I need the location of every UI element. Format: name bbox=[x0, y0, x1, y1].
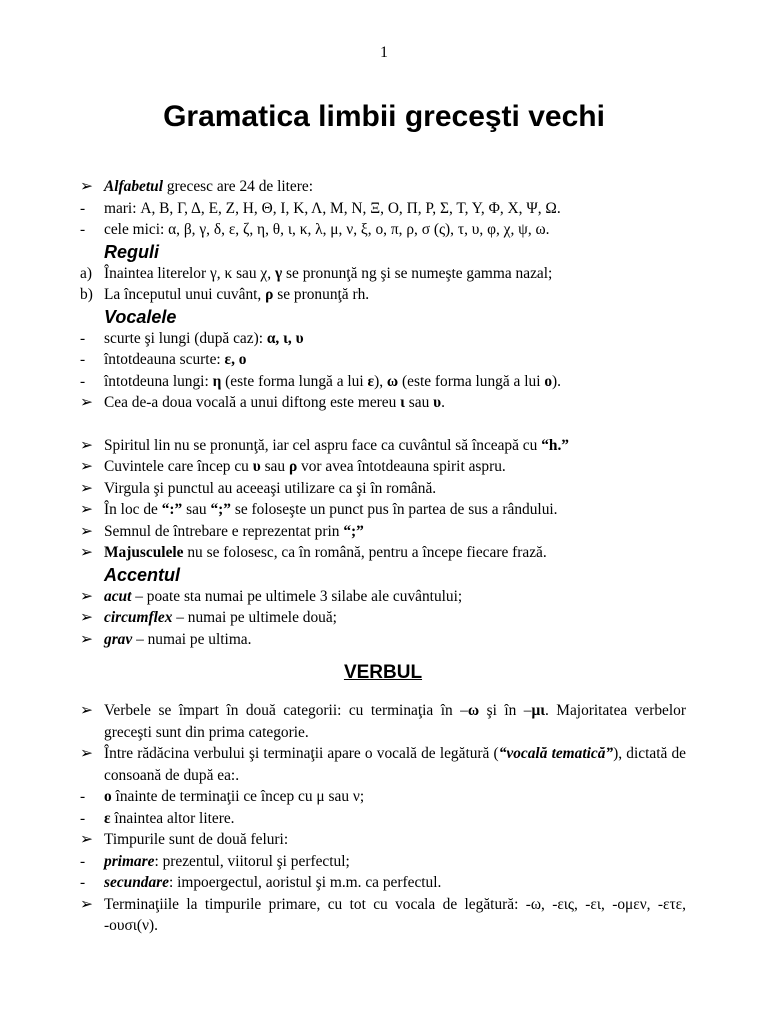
arrow-bullet-icon: ➢ bbox=[80, 587, 93, 605]
vocalele-4-text: sau bbox=[404, 394, 434, 411]
arrow-bullet-icon: ➢ bbox=[80, 630, 93, 648]
verbul-item-3 bbox=[80, 786, 686, 808]
alphabet-lower-item bbox=[80, 219, 686, 241]
vocalele-item-4 bbox=[80, 392, 686, 414]
alphabet-lower-text: cele mici: α, β, γ, δ, ε, ζ, η, θ, ι, κ, λ, μ, ν, ξ, ο, π, ρ, σ (ς), τ, υ, φ, χ, ψ, ω. bbox=[104, 221, 550, 238]
verbul-3-text: înainte de terminaţii ce încep cu μ sau ν; bbox=[111, 788, 365, 805]
arrow-bullet-icon: ➢ bbox=[80, 544, 93, 561]
arrow-bullet-icon: ➢ bbox=[80, 479, 93, 497]
list-marker-b: b) bbox=[80, 286, 93, 303]
verbul-section-title: VERBUL bbox=[343, 662, 423, 683]
spirit-1-text: Spiritul lin nu se pronunţă, iar cel aspru face ca cuvântul să înceapă cu bbox=[104, 436, 542, 454]
dash-bullet: - bbox=[80, 199, 86, 217]
accentul-3-text: – numai pe ultima. bbox=[132, 630, 252, 648]
dash-bullet: - bbox=[80, 221, 86, 238]
arrow-bullet-icon: ➢ bbox=[80, 436, 93, 454]
spirit-3-text: Virgula şi punctul au aceeaşi utilizare ca şi în română. bbox=[104, 479, 437, 497]
verbul-1-ending: ω bbox=[467, 702, 480, 719]
spirit-6-text: nu se folosesc, ca în română, pentru a începe fiecare frază. bbox=[183, 544, 547, 561]
spirit-2-text: sau bbox=[260, 458, 289, 475]
accentul-1-text: – poate sta numai pe ultimele 3 silabe ale cuvântului; bbox=[131, 587, 463, 605]
spacer bbox=[80, 414, 686, 435]
spirit-item-4 bbox=[80, 499, 686, 521]
spirit-4-text: se foloseşte un punct pus în partea de sus a rândului. bbox=[230, 501, 558, 518]
verbul-5-text: Timpurile sunt de două feluri: bbox=[104, 831, 289, 848]
accentul-item-1 bbox=[80, 586, 686, 608]
vocalele-3-text: ), bbox=[374, 372, 387, 390]
arrow-bullet-icon: ➢ bbox=[80, 702, 93, 719]
arrow-bullet-icon: ➢ bbox=[80, 895, 93, 913]
reguli-a-text: Înaintea literelor γ, κ sau χ, bbox=[104, 264, 275, 282]
list-marker-a: a) bbox=[80, 264, 92, 282]
arrow-bullet-icon: ➢ bbox=[80, 394, 93, 411]
verbul-3-letter: ο bbox=[104, 788, 112, 805]
dash-bullet: - bbox=[80, 788, 86, 805]
alphabet-term: Alfabetul bbox=[104, 178, 163, 195]
document-title: Gramatica limbii greceşti vechi bbox=[163, 100, 605, 133]
spirit-6-bold: Majusculele bbox=[104, 544, 184, 561]
verbul-4-text: înaintea altor litere. bbox=[110, 809, 235, 827]
spirit-4-text: sau bbox=[182, 501, 211, 518]
arrow-bullet-icon: ➢ bbox=[80, 522, 93, 540]
reguli-b-letter: ρ bbox=[265, 286, 274, 303]
vocalele-3-text: (este forma lungă a lui bbox=[221, 372, 368, 390]
spirit-4-text: În loc de bbox=[104, 501, 162, 518]
vocalele-3-text: ). bbox=[552, 372, 562, 390]
vocalele-4-letter: ι bbox=[400, 394, 405, 411]
document-body bbox=[80, 176, 686, 937]
reguli-b-text: La începutul unui cuvânt, bbox=[104, 286, 266, 303]
verbul-7-term: secundare bbox=[104, 874, 169, 891]
accentul-2-term: circumflex bbox=[104, 609, 173, 626]
accentul-item-3 bbox=[80, 629, 686, 651]
reguli-item-b bbox=[80, 284, 686, 306]
vocalele-1-letters: α, ι, υ bbox=[266, 329, 304, 347]
verbul-item-1 bbox=[80, 700, 686, 743]
vocalele-item-1 bbox=[80, 328, 686, 350]
verbul-2-text: ), dictată de consoană de după ea:. bbox=[104, 745, 687, 784]
spirit-2-text: vor avea întotdeauna spirit aspru. bbox=[297, 458, 506, 475]
verbul-1-text: şi în – bbox=[479, 702, 532, 719]
vocalele-item-2 bbox=[80, 349, 686, 371]
verbul-6-text: : prezentul, viitorul şi perfectul; bbox=[154, 852, 350, 870]
verbul-item-5 bbox=[80, 829, 686, 851]
dash-bullet: - bbox=[80, 351, 86, 368]
verbul-item-2 bbox=[80, 743, 686, 786]
vocalele-2-text: întotdeauna scurte: bbox=[104, 351, 225, 368]
vocalele-4-text: . bbox=[441, 394, 446, 411]
spirit-2-text: Cuvintele care încep cu bbox=[104, 458, 253, 475]
verbul-item-7 bbox=[80, 872, 686, 894]
verbul-1-ending: μι bbox=[531, 702, 545, 719]
verbul-item-4 bbox=[80, 808, 686, 830]
spirit-item-1 bbox=[80, 435, 686, 457]
dash-bullet: - bbox=[80, 372, 86, 390]
alphabet-intro-text: grecesc are 24 de litere: bbox=[163, 178, 313, 195]
verbul-6-term: primare bbox=[104, 852, 155, 870]
accentul-3-term: grav bbox=[104, 630, 133, 648]
alphabet-upper-item bbox=[80, 198, 686, 220]
spirit-item-5 bbox=[80, 521, 686, 543]
verbul-7-text: : impoergectul, aoristul şi m.m. ca perfectul. bbox=[168, 874, 442, 891]
spirit-item-3 bbox=[80, 478, 686, 500]
arrow-bullet-icon: ➢ bbox=[80, 178, 93, 195]
spirit-item-2 bbox=[80, 456, 686, 478]
vocalele-1-text: scurte şi lungi (după caz): bbox=[104, 329, 267, 347]
vocalele-heading: Vocalele bbox=[104, 306, 177, 327]
vocalele-3-letter: ο bbox=[544, 372, 553, 390]
dash-bullet: - bbox=[80, 874, 86, 891]
vocalele-3-letter: ε bbox=[367, 372, 375, 390]
verbul-2-term: “vocală tematică” bbox=[498, 745, 614, 762]
accentul-1-term: acut bbox=[104, 587, 132, 605]
arrow-bullet-icon: ➢ bbox=[80, 831, 93, 848]
dash-bullet: - bbox=[80, 329, 86, 347]
spirit-2-letter: υ bbox=[252, 458, 261, 475]
accentul-item-2 bbox=[80, 607, 686, 629]
arrow-bullet-icon: ➢ bbox=[80, 501, 93, 518]
vocalele-3-text: întotdeuna lungi: bbox=[104, 372, 213, 390]
vocalele-3-letter: η bbox=[212, 372, 222, 390]
vocalele-item-3 bbox=[80, 371, 686, 393]
page-number: 1 bbox=[380, 44, 388, 61]
accentul-heading: Accentul bbox=[104, 564, 181, 585]
arrow-bullet-icon: ➢ bbox=[80, 458, 93, 475]
verbul-1-text: . Majoritatea verbelor greceşti sunt din prima categorie. bbox=[104, 702, 686, 741]
verbul-2-text: Între rădăcina verbului şi terminaţii apare o vocală de legătură ( bbox=[104, 745, 499, 762]
spirit-4-bold: “;” bbox=[210, 501, 231, 518]
verbul-4-letter: ε bbox=[104, 809, 111, 827]
verbul-8-text: Terminaţiile la timpurile primare, cu tot cu vocala de legătură: -ω, -εις, -ει, -ομεν, -ετε, -ουσι(ν). bbox=[104, 895, 686, 934]
reguli-heading: Reguli bbox=[104, 241, 160, 262]
vocalele-3-text: (este forma lungă a lui bbox=[398, 372, 545, 390]
dash-bullet: - bbox=[80, 809, 86, 827]
alphabet-upper-text: mari: Α, Β, Γ, Δ, Ε, Ζ, Η, Θ, Ι, Κ, Λ, Μ, Ν, Ξ, Ο, Π, Ρ, Σ, Τ, Υ, Φ, Χ, Ψ, Ω. bbox=[104, 199, 561, 217]
vocalele-2-letters: ε, ο bbox=[224, 351, 247, 368]
arrow-bullet-icon: ➢ bbox=[80, 745, 93, 762]
spirit-1-bold: “h.” bbox=[541, 436, 569, 454]
reguli-a-rest: se pronunţă ng şi se numeşte gamma nazal; bbox=[282, 264, 553, 282]
spirit-item-6 bbox=[80, 542, 686, 564]
vocalele-4-letter: υ bbox=[433, 394, 442, 411]
vocalele-3-letter: ω bbox=[386, 372, 399, 390]
spirit-5-text: Semnul de întrebare e reprezentat prin bbox=[104, 522, 344, 540]
dash-bullet: - bbox=[80, 852, 86, 870]
arrow-bullet-icon: ➢ bbox=[80, 609, 93, 626]
verbul-item-8 bbox=[80, 894, 686, 937]
spirit-5-bold: “;” bbox=[343, 522, 364, 540]
spirit-2-letter: ρ bbox=[288, 458, 298, 475]
reguli-b-rest: se pronunţă rh. bbox=[273, 286, 370, 303]
reguli-a-letter: γ bbox=[274, 264, 283, 282]
vocalele-4-text: Cea de-a doua vocală a unui diftong este mereu bbox=[104, 394, 401, 411]
accentul-2-text: – numai pe ultimele două; bbox=[172, 609, 337, 626]
reguli-item-a bbox=[80, 263, 686, 285]
verbul-1-text: Verbele se împart în două categorii: cu terminaţia în – bbox=[104, 702, 468, 719]
alphabet-intro-item bbox=[80, 176, 686, 198]
spirit-4-bold: “:” bbox=[161, 501, 183, 518]
verbul-item-6 bbox=[80, 851, 686, 873]
